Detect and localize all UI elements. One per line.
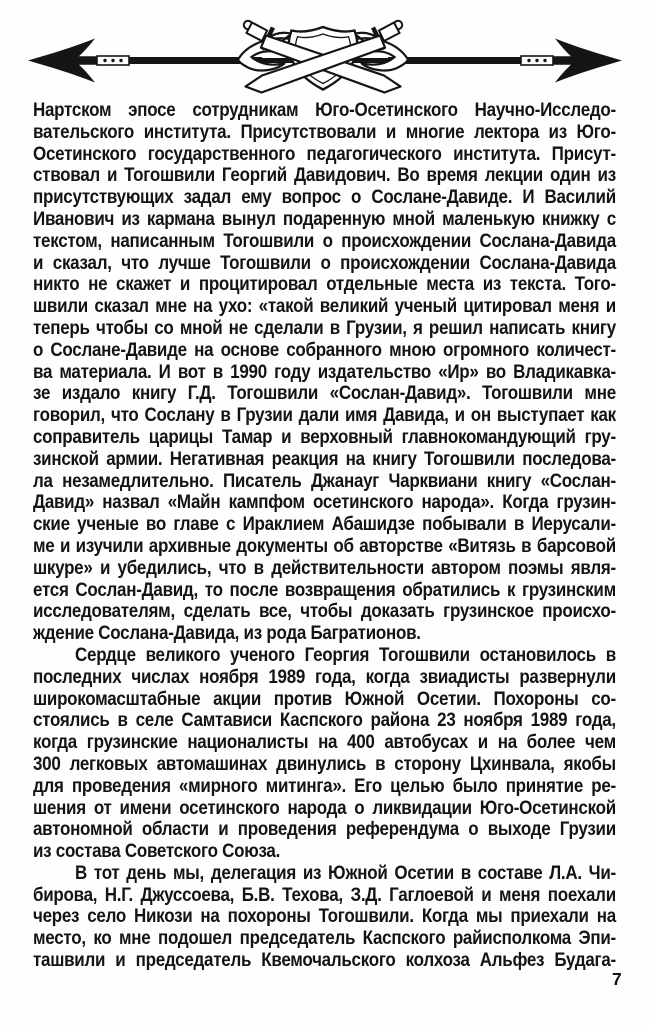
text-line: вательского института. Присутствовали и многие лектора из Юго- — [33, 121, 616, 143]
text-line: место, ко мне подошел председатель Каспского райисполкома Эпи- — [33, 928, 616, 950]
text-line: ется Сослан-Давид, то после возвращения обратились к грузинским — [33, 579, 616, 601]
spear-left-icon — [28, 39, 262, 83]
spear-right-icon — [388, 39, 622, 83]
text-line: В тот день мы, делегация из Южной Осетии в составе Л.А. Чи- — [75, 862, 616, 884]
page-number: 7 — [612, 969, 622, 989]
text-line: исследователям, сделать все, чтобы доказать грузинское происхо- — [33, 601, 616, 623]
text-line: Осетинского государственного педагогического института. Присут- — [33, 143, 616, 165]
text-line: присутствующих задал ему вопрос о Сослане-Давиде. И Василий — [33, 187, 616, 209]
text-line: бирова, Н.Г. Джуссоева, Б.В. Техова, З.Д. Гаглоевой и меня поехали — [33, 884, 616, 906]
text-line: последних числах ноября 1989 года, когда звиадисты развернули — [33, 666, 616, 688]
text-line: Давид» назвал «Майн кампфом осетинского народа». Когда грузин- — [33, 492, 616, 514]
text-line: через село Никози на похороны Тогошвили. Когда мы приехали на — [33, 906, 616, 928]
text-line: когда грузинские националисты на 400 автобусах и на более чем — [33, 732, 616, 754]
text-line: и сказал, что лучше Тогошвили о происхождении Сослана-Давида — [33, 252, 616, 274]
text-line: стоялись в селе Самтависи Каспского района 23 ноября 1989 года, — [33, 710, 616, 732]
text-line: зе издало книгу Г.Д. Тогошвили «Сослан-Давид». Тогошвили мне — [33, 383, 616, 405]
text-line: говорил, что Сослану в Грузии дали имя Давида, и он выступает как — [33, 405, 616, 427]
text-line: ла незамедлительно. Писатель Джанауг Чарквиани книгу «Сослан- — [33, 470, 616, 492]
ornament-divider — [0, 6, 650, 106]
text-line: из состава Советского Союза. — [33, 841, 281, 863]
text-line: Нартском эпосе сотрудникам Юго-Осетинского Научно-Исследо- — [33, 100, 616, 121]
paragraph — [33, 100, 616, 645]
text-line: теперь чтобы со мной не сделали в Грузии, я решил написать книгу — [33, 317, 616, 339]
text-line: соправитель царицы Тамар и верховный главнокомандующий гру- — [33, 426, 616, 448]
text-body — [33, 100, 616, 972]
paragraph — [33, 863, 616, 972]
text-line: шкуре» и убедились, что в действительности автором поэмы явля- — [33, 557, 616, 579]
text-line: ва материала. И вот в 1990 году издательство «Ир» во Владикавка- — [33, 361, 616, 383]
text-line: ташвили и председатель Квемочальского колхоза Альфез Будага- — [33, 950, 616, 972]
text-line: ме и изучили архивные документы об авторстве «Витязь в барсовой — [33, 535, 616, 557]
text-line: для проведения «мирного митинга». Его целью было принятие ре- — [33, 775, 616, 797]
text-line: Сердце великого ученого Георгия Тогошвили остановилось в — [75, 644, 616, 666]
text-line: Иванович из кармана вынул подаренную мной маленькую книжку с — [33, 208, 616, 230]
text-line: 300 легковых автомашинах двинулись в сторону Цхинвала, якобы — [33, 753, 616, 775]
text-line: зинской армии. Негативная реакция на книгу Тогошвили последова- — [33, 448, 616, 470]
text-line: автономной области и проведения референдума о выходе Грузии — [33, 819, 616, 841]
text-line: никто не скажет и процитировал отдельные места из текста. Того- — [33, 274, 616, 296]
text-line: о Сослане-Давиде на основе собранного мною огромного количест- — [33, 339, 616, 361]
text-line: ские ученые во главе с Ираклием Абашидзе побывали в Иерусали- — [33, 514, 616, 536]
text-line: широкомасштабные акции против Южной Осетии. Похороны со- — [33, 688, 616, 710]
text-line: ждение Сослана-Давида, из рода Багратионов. — [33, 623, 421, 645]
text-line: ствовал и Тогошвили Георгий Давидович. Во время лекции один из — [33, 165, 616, 187]
text-line: шения от имени осетинского народа о ликвидации Юго-Осетинской — [33, 797, 616, 819]
text-line: текстом, написанным Тогошвили о происхождении Сослана-Давида — [33, 230, 616, 252]
paragraph — [33, 645, 616, 863]
text-line: швили сказал мне на ухо: «такой великий ученый цитировал меня и — [33, 296, 616, 318]
